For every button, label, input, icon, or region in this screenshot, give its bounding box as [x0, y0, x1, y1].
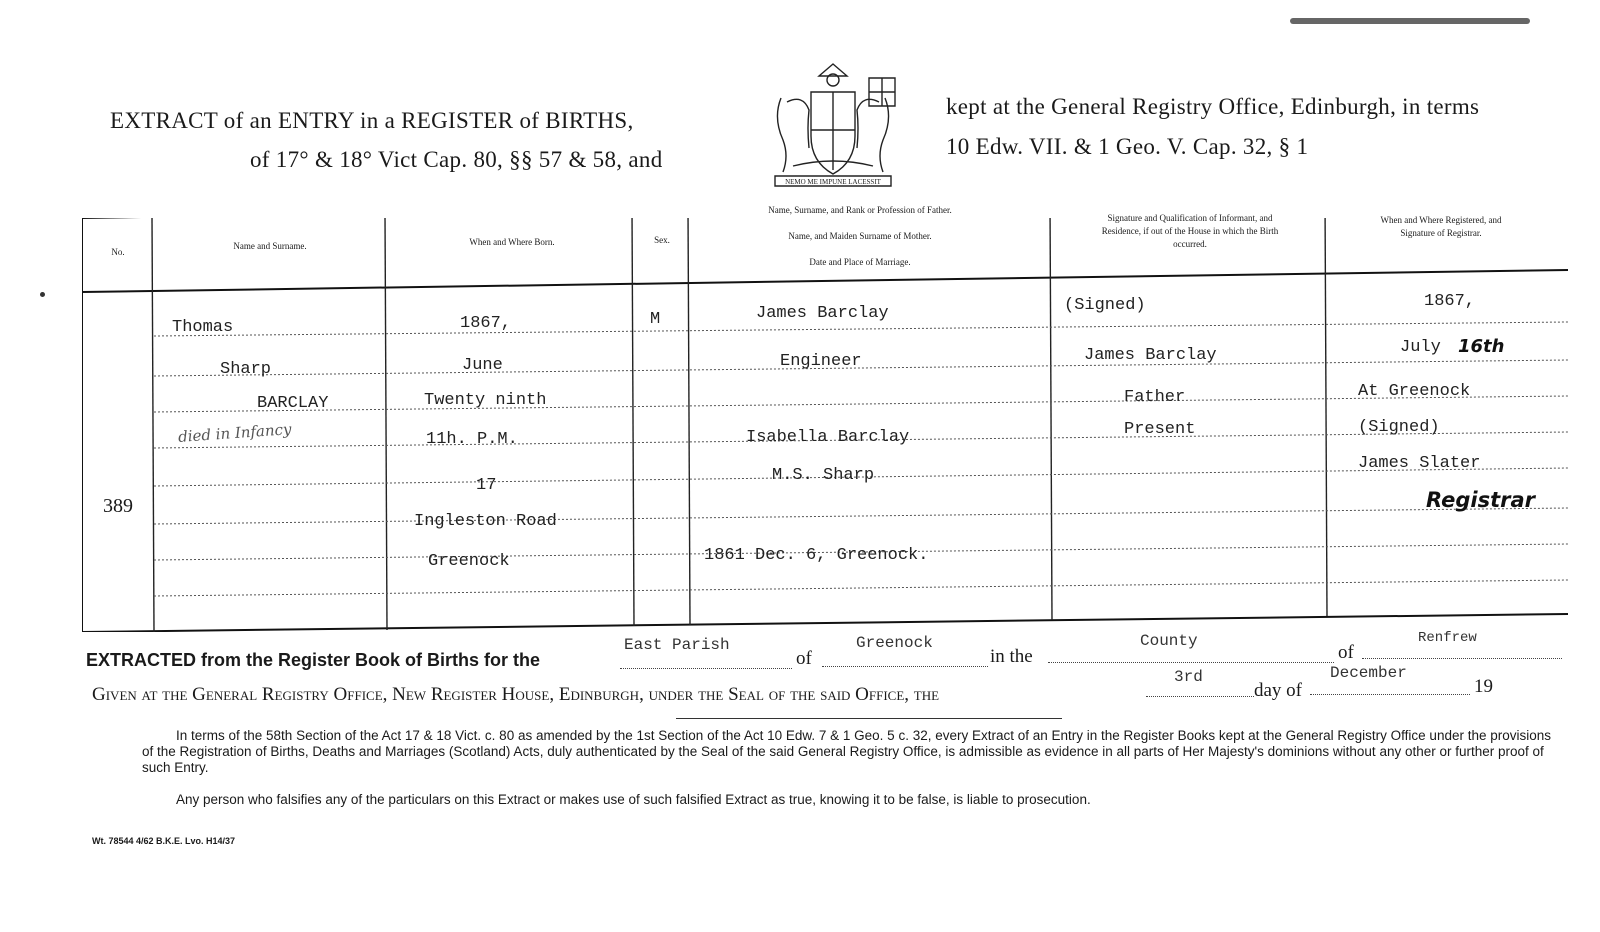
extracted-text: EXTRACTED from the Register Book of Births for the — [86, 650, 541, 670]
footer-divider — [676, 718, 1062, 719]
month-fill-line — [1310, 694, 1470, 695]
born-day: Twenty ninth — [424, 391, 547, 410]
registered-day-handwritten: 16th — [1458, 336, 1505, 357]
born-time: 11h. P.M. — [426, 430, 518, 449]
mother-name: Isabella Barclay — [746, 428, 910, 447]
of-label-1: of — [796, 648, 812, 669]
registered-month: July — [1400, 338, 1441, 357]
header-right-line2: 10 Edw. VII. & 1 Geo. V. Cap. 32, § 1 — [946, 134, 1309, 159]
father-name: James Barclay — [756, 304, 889, 323]
year-prefix: 19 — [1474, 676, 1493, 697]
legal-note-prosecution: Any person who falsifies any of the particulars on this Extract or makes use of such falsified Extract as true, knowing it to be false, is liable to prosecution. — [176, 792, 1091, 807]
header-marriage: Date and Place of Marriage. — [809, 257, 911, 267]
in-the-label: in the — [990, 646, 1033, 667]
born-street: Ingleston Road — [414, 512, 557, 531]
registrar-signed: (Signed) — [1358, 418, 1440, 437]
place-fill-line — [822, 666, 988, 667]
informant-name: James Barclay — [1084, 346, 1217, 365]
header-left-line2: of 17° & 18° Vict Cap. 80, §§ 57 & 58, and — [250, 147, 663, 172]
scan-speck — [40, 292, 45, 297]
born-house-number: 17 — [476, 476, 497, 495]
royal-coat-of-arms-icon — [763, 58, 903, 194]
registered-place: At Greenock — [1358, 382, 1471, 401]
legal-note-evidence: In terms of the 58th Section of the Act 17 & 18 Vict. c. 80 as amended by the 1st Section of the Act 10 Edw. 7 & 1 Geo. 5 c. 32, every Extract of an Entry in the Register Books kept at the General Registry Office under the provisions of the Registration of Births, Deaths and Marriages (Scotland) Acts, duly authenticated by the Seal of the said General Registry Office, is admissible as evidence in all parts of Her Majesty's dominions without any other or further proof of such Entry. — [142, 728, 1552, 775]
given-label: Given at the General Registry Office, New Register House, Edinburgh, under the Seal of the said Office, the — [92, 684, 940, 705]
header-right-line1: kept at the General Registry Office, Edinburgh, in terms — [946, 94, 1480, 119]
margin-note-handwritten: died in Infancy — [177, 420, 292, 446]
day-value: 3rd — [1174, 668, 1203, 686]
born-month: June — [462, 356, 503, 375]
of-label-2: of — [1338, 642, 1354, 663]
header-father: Name, Surname, and Rank or Profession of Father. — [768, 205, 952, 215]
marriage-date-place: 1861 Dec. 6, Greenock. — [704, 546, 929, 565]
header-born: When and Where Born. — [469, 237, 555, 247]
parish-fill-line — [620, 668, 792, 669]
header-registered: When and Where Registered, and Signature of Registrar. — [1380, 215, 1502, 238]
born-year: 1867, — [460, 314, 512, 333]
register-table — [82, 218, 1568, 632]
registrar-title-handwritten: Registrar — [1426, 488, 1536, 512]
day-of-label: day of — [1254, 680, 1303, 701]
child-forename: Thomas — [172, 318, 234, 337]
mother-maiden-surname: M.S. Sharp — [772, 466, 875, 485]
county-name-fill-line — [1362, 658, 1562, 659]
header-no: No. — [111, 247, 125, 257]
header-informant: Signature and Qualification of Informant, and Residence, if out of the House in which the Birth occurred. — [1101, 213, 1279, 249]
county-fill-line — [1048, 662, 1334, 663]
header-sex: Sex. — [654, 235, 670, 245]
print-code: Wt. 78544 4/62 B.K.E. Lvo. H14/37 — [92, 836, 236, 846]
county-name-value: Renfrew — [1418, 630, 1477, 646]
place-value: Greenock — [856, 634, 933, 652]
coat-motto: NEMO ME IMPUNE LACESSIT — [785, 178, 881, 186]
scan-smudge — [1290, 18, 1530, 24]
extracted-label — [86, 650, 540, 672]
parish-value: East Parish — [624, 636, 730, 654]
child-surname: BARCLAY — [257, 394, 329, 413]
born-town: Greenock — [428, 552, 510, 571]
informant-presence: Present — [1124, 420, 1196, 439]
father-occupation: Engineer — [780, 352, 862, 371]
county-value: County — [1140, 632, 1198, 650]
informant-signed: (Signed) — [1064, 296, 1146, 315]
month-value: December — [1330, 664, 1407, 682]
entry-number: 389 — [103, 495, 133, 517]
header-mother: Name, and Maiden Surname of Mother. — [788, 231, 932, 241]
registrar-name: James Slater — [1358, 454, 1481, 473]
header-name: Name and Surname. — [233, 241, 307, 251]
registered-year: 1867, — [1424, 292, 1476, 311]
child-sex: M — [650, 310, 661, 329]
informant-qualification: Father — [1124, 388, 1186, 407]
day-fill-line — [1146, 696, 1254, 697]
header-left-line1: EXTRACT of an ENTRY in a REGISTER of BIRTHS, — [110, 108, 634, 133]
child-middle-name: Sharp — [220, 360, 272, 379]
